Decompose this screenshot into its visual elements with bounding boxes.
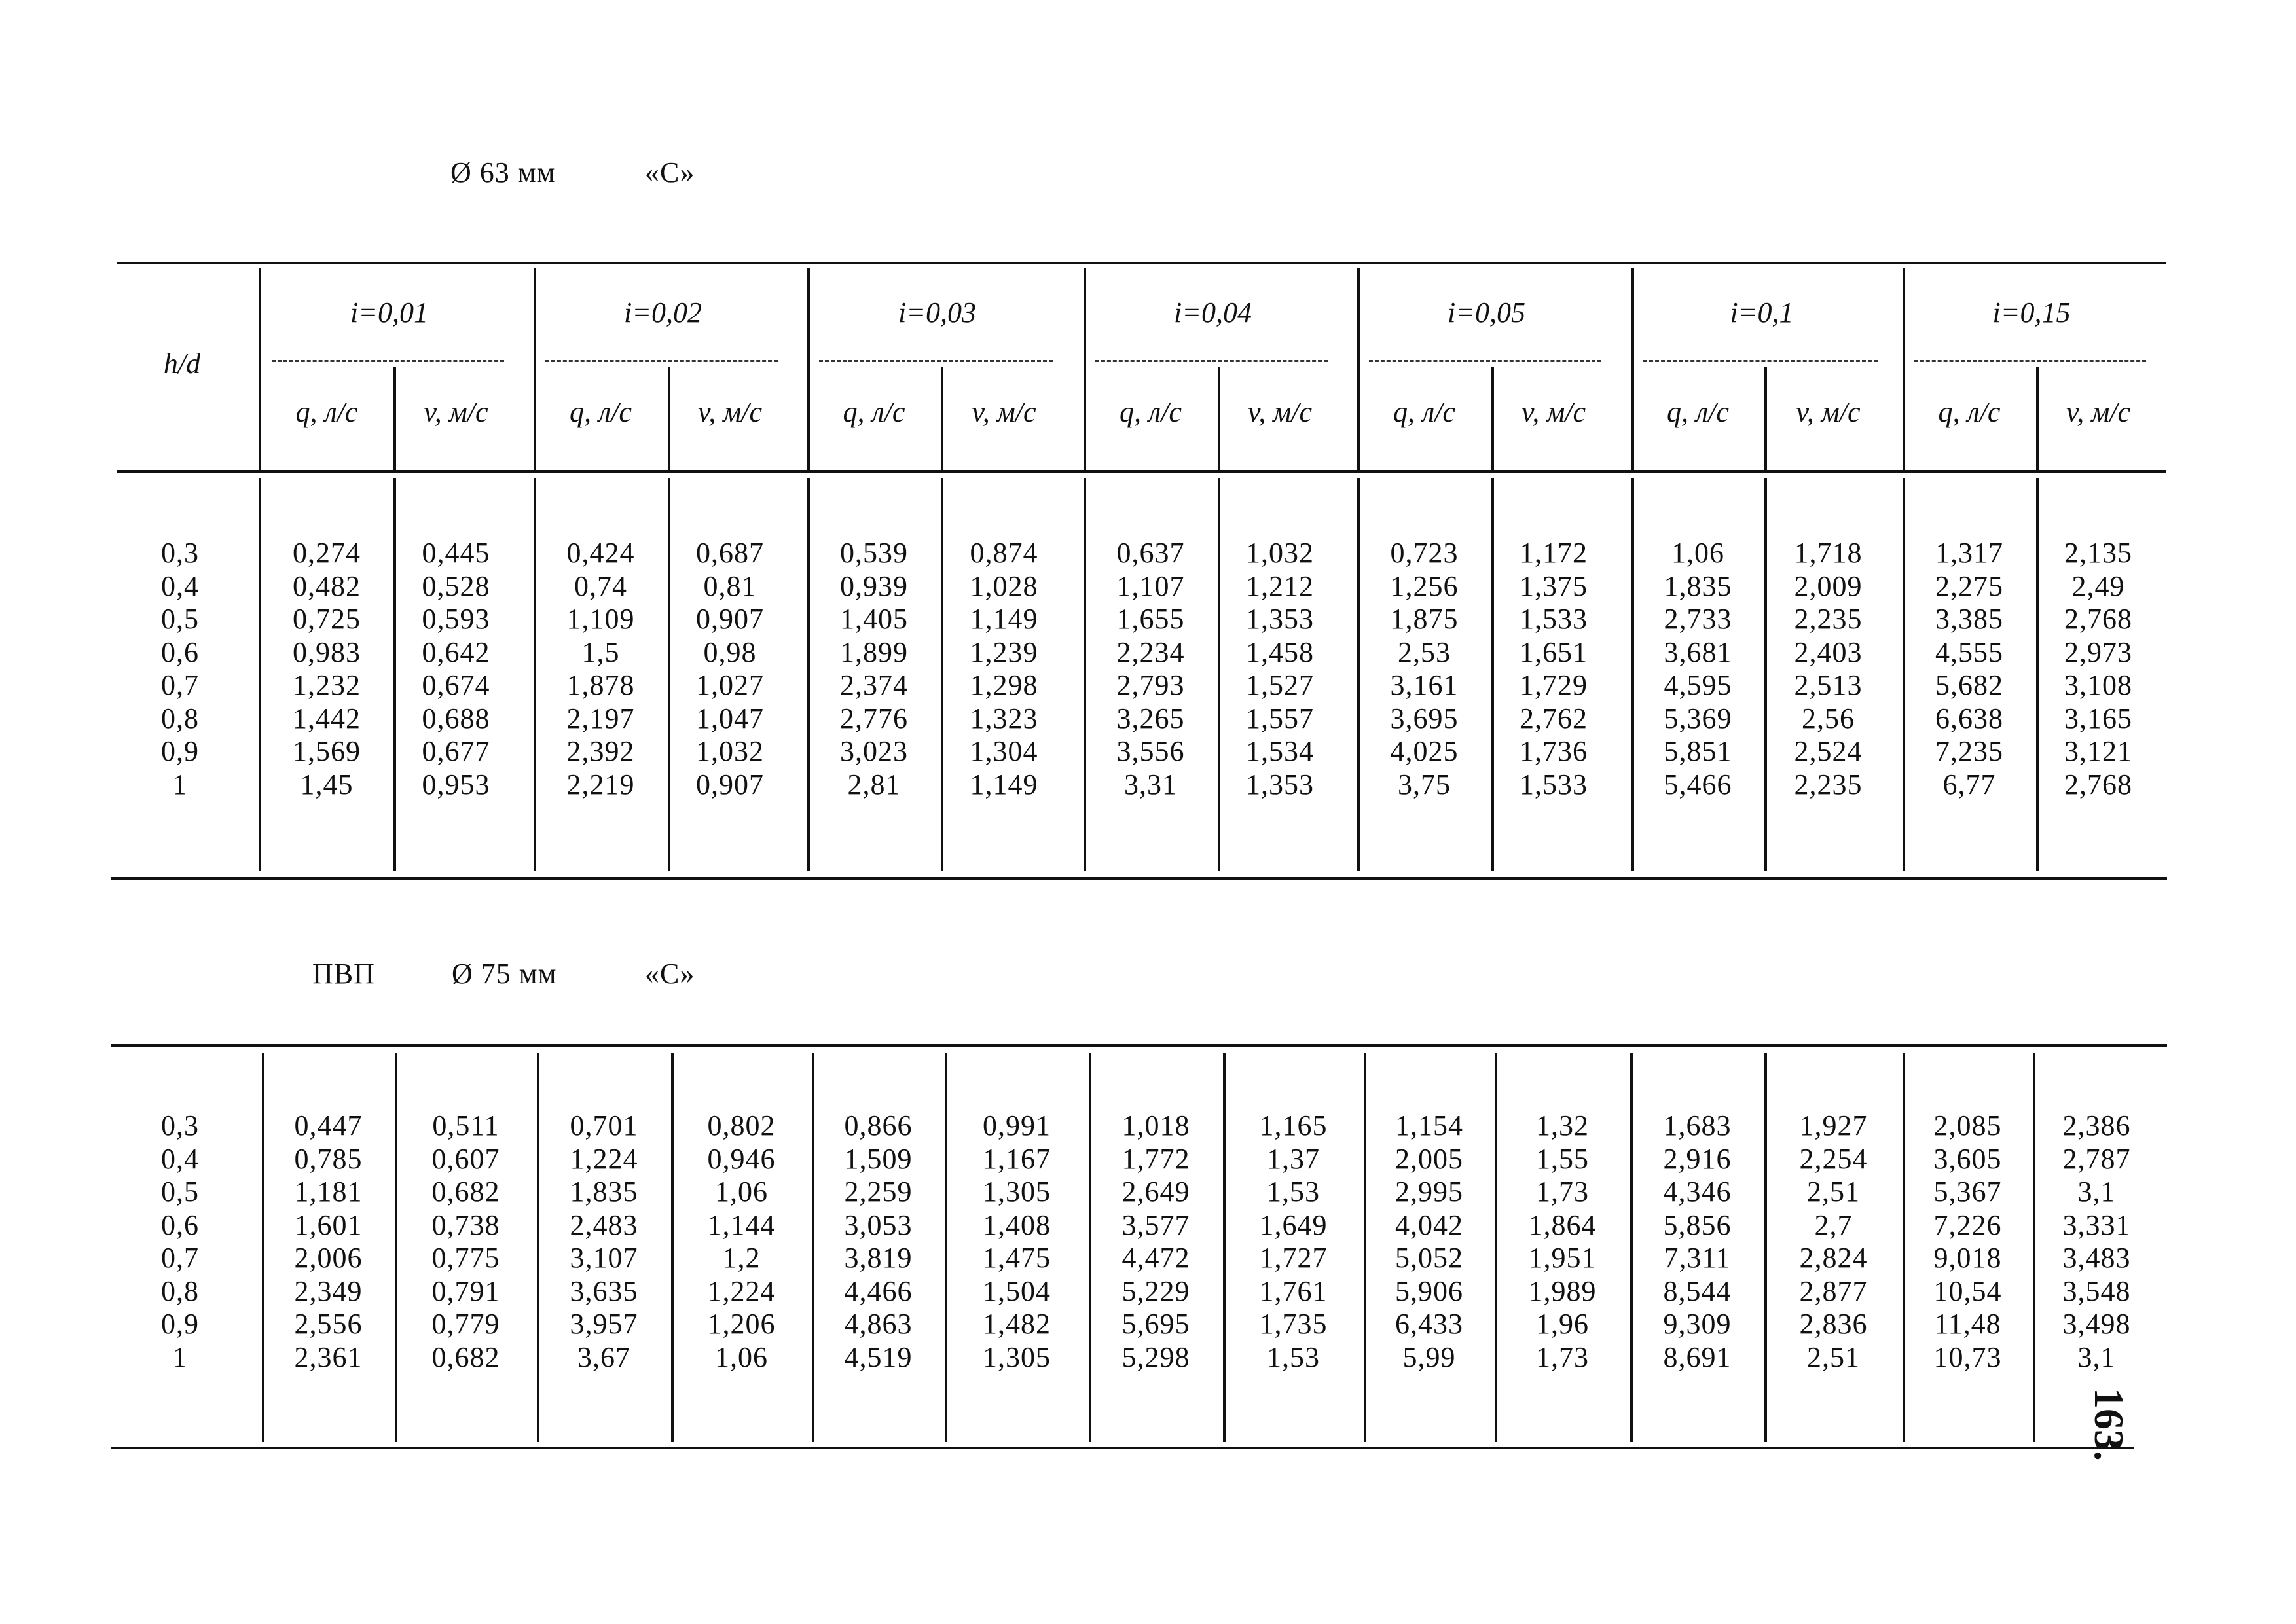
qv-divider xyxy=(2036,367,2039,470)
q-column: 0,723 1,256 1,875 2,53 3,161 3,695 4,025 3,75 xyxy=(1390,537,1459,801)
group-divider xyxy=(1357,268,1360,470)
qv-divider xyxy=(1218,367,1220,470)
v-column: 0,445 0,528 0,593 0,642 0,674 0,688 0,677 0,953 xyxy=(422,537,490,801)
table2-series-caption: «С» xyxy=(645,958,695,990)
group-divider xyxy=(807,268,810,470)
group-divider xyxy=(1631,268,1634,470)
slope-underline xyxy=(545,360,778,362)
v-column: 0,687 0,81 0,907 0,98 1,027 1,047 1,032 0,907 xyxy=(696,537,764,801)
q-column: 2,085 3,605 5,367 7,226 9,018 10,54 11,48 10,73 xyxy=(1933,1110,2002,1373)
v-column: 1,718 2,009 2,235 2,403 2,513 2,56 2,524 2,235 xyxy=(1794,537,1863,801)
table1-hd-header: h/d xyxy=(163,348,201,380)
slope-header: i=0,1 xyxy=(1730,297,1794,329)
table2-top-rule xyxy=(111,1044,2167,1047)
v-header: v, м/с xyxy=(1247,396,1313,428)
qv-divider xyxy=(393,367,396,470)
q-column: 1,317 2,275 3,385 4,555 5,682 6,638 7,235 6,77 xyxy=(1935,537,2003,801)
group-divider xyxy=(259,268,261,470)
v-column: 1,927 2,254 2,51 2,7 2,824 2,877 2,836 2,51 xyxy=(1799,1110,1868,1373)
slope-header: i=0,15 xyxy=(1992,297,2071,329)
v-header: v, м/с xyxy=(424,396,488,428)
q-header: q, л/с xyxy=(570,396,632,428)
slope-header: i=0,03 xyxy=(898,297,976,329)
v-header: v, м/с xyxy=(1796,396,1861,428)
slope-header: i=0,01 xyxy=(350,297,428,329)
group-divider xyxy=(1084,268,1086,470)
slope-header: i=0,05 xyxy=(1448,297,1525,329)
v-header: v, м/с xyxy=(2066,396,2131,428)
table1-hd-column: 0,3 0,4 0,5 0,6 0,7 0,8 0,9 1 xyxy=(161,537,199,801)
page-number: 163. xyxy=(2086,1388,2132,1461)
table2-material-caption: ПВП xyxy=(312,958,375,990)
q-header: q, л/с xyxy=(1393,396,1455,428)
v-column: 2,135 2,49 2,768 2,973 3,108 3,165 3,121 2,768 xyxy=(2064,537,2132,801)
qv-divider xyxy=(1764,367,1767,470)
q-header: q, л/с xyxy=(1938,396,2001,428)
q-column: 0,539 0,939 1,405 1,899 2,374 2,776 3,023 2,81 xyxy=(840,537,908,801)
v-column: 1,165 1,37 1,53 1,649 1,727 1,761 1,735 1,53 xyxy=(1259,1110,1328,1373)
slope-header: i=0,04 xyxy=(1174,297,1252,329)
qv-divider xyxy=(941,367,943,470)
v-header: v, м/с xyxy=(697,396,763,428)
q-column: 0,866 1,509 2,259 3,053 3,819 4,466 4,863 4,519 xyxy=(844,1110,913,1373)
table1-header-rule xyxy=(117,470,2166,473)
v-column: 0,874 1,028 1,149 1,239 1,298 1,323 1,304 1,149 xyxy=(970,537,1038,801)
table1-diameter-caption: Ø 63 мм xyxy=(450,156,556,189)
q-header: q, л/с xyxy=(295,396,358,428)
table2-hd-column: 0,3 0,4 0,5 0,6 0,7 0,8 0,9 1 xyxy=(161,1110,199,1373)
q-column: 0,274 0,482 0,725 0,983 1,232 1,442 1,569 1,45 xyxy=(293,537,361,801)
table2-bottom-rule xyxy=(111,1447,2134,1449)
q-column: 1,683 2,916 4,346 5,856 7,311 8,544 9,309 8,691 xyxy=(1663,1110,1732,1373)
table1-series-caption: «С» xyxy=(645,156,695,189)
v-column: 1,32 1,55 1,73 1,864 1,951 1,989 1,96 1,73 xyxy=(1528,1110,1597,1373)
v-header: v, м/с xyxy=(972,396,1036,428)
slope-underline xyxy=(1914,360,2146,362)
q-column: 1,154 2,005 2,995 4,042 5,052 5,906 6,433 5,99 xyxy=(1395,1110,1463,1373)
q-column: 1,018 1,772 2,649 3,577 4,472 5,229 5,695 5,298 xyxy=(1121,1110,1190,1373)
qv-divider xyxy=(1491,367,1494,470)
v-column: 0,511 0,607 0,682 0,738 0,775 0,791 0,779 0,682 xyxy=(431,1110,500,1373)
v-column: 0,802 0,946 1,06 1,144 1,2 1,224 1,206 1,06 xyxy=(707,1110,776,1373)
slope-header: i=0,02 xyxy=(624,297,702,329)
q-column: 0,424 0,74 1,109 1,5 1,878 2,197 2,392 2,219 xyxy=(566,537,635,801)
v-column: 1,032 1,212 1,353 1,458 1,527 1,557 1,534 1,353 xyxy=(1246,537,1314,801)
slope-underline xyxy=(1369,360,1601,362)
q-column: 0,637 1,107 1,655 2,234 2,793 3,265 3,556 3,31 xyxy=(1116,537,1185,801)
q-column: 0,701 1,224 1,835 2,483 3,107 3,635 3,957 3,67 xyxy=(570,1110,638,1373)
v-header: v, м/с xyxy=(1521,396,1586,428)
group-divider xyxy=(534,268,536,470)
q-header: q, л/с xyxy=(843,396,905,428)
v-column: 2,386 2,787 3,1 3,331 3,483 3,548 3,498 3,1 xyxy=(2062,1110,2131,1373)
table1-top-rule xyxy=(117,262,2166,264)
v-column: 0,991 1,167 1,305 1,408 1,475 1,504 1,482 1,305 xyxy=(983,1110,1051,1373)
slope-underline xyxy=(1643,360,1878,362)
q-header: q, л/с xyxy=(1120,396,1182,428)
q-header: q, л/с xyxy=(1667,396,1729,428)
table2-diameter-caption: Ø 75 мм xyxy=(452,958,557,990)
group-divider xyxy=(1903,268,1905,470)
v-column: 1,172 1,375 1,533 1,651 1,729 2,762 1,736 1,533 xyxy=(1520,537,1588,801)
q-column: 0,447 0,785 1,181 1,601 2,006 2,349 2,556 2,361 xyxy=(294,1110,363,1373)
table1-bottom-rule xyxy=(111,877,2167,880)
qv-divider xyxy=(668,367,670,470)
slope-underline xyxy=(272,360,504,362)
slope-underline xyxy=(1095,360,1328,362)
slope-underline xyxy=(819,360,1053,362)
q-column: 1,06 1,835 2,733 3,681 4,595 5,369 5,851 5,466 xyxy=(1664,537,1732,801)
